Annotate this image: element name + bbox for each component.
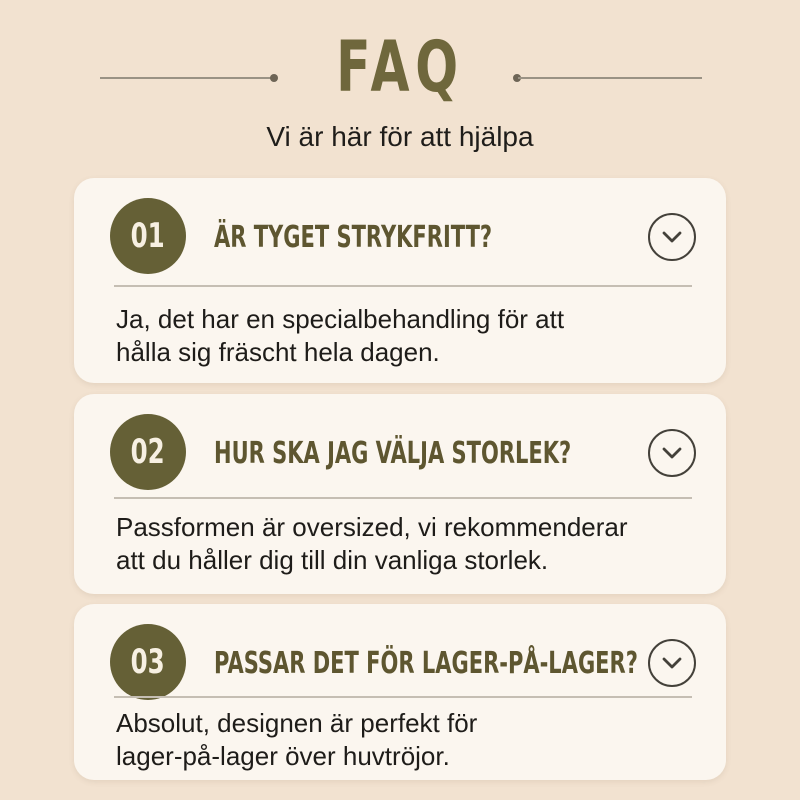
faq-answer (116, 303, 696, 369)
chevron-down-icon (661, 230, 683, 244)
faq-answer-text: Ja, det har en specialbehandling för att hålla sig fräscht hela dagen. (116, 304, 565, 367)
faq-number-badge (110, 198, 186, 274)
faq-header (0, 0, 800, 170)
faq-question[interactable]: ÄR TYGET STRYKFRITT? (214, 220, 493, 255)
faq-number: 03 (130, 642, 166, 682)
faq-answer (116, 511, 696, 577)
faq-number-badge (110, 624, 186, 700)
expand-toggle-button[interactable] (648, 639, 696, 687)
faq-question[interactable]: HUR SKA JAG VÄLJA STORLEK? (214, 436, 572, 471)
page-title: FAQ (336, 26, 464, 108)
expand-toggle-button[interactable] (648, 213, 696, 261)
faq-answer (116, 707, 696, 773)
faq-divider (114, 285, 692, 287)
title-rule-right (518, 77, 702, 79)
chevron-down-icon (661, 656, 683, 670)
page-subtitle: Vi är här för att hjälpa (266, 121, 534, 152)
faq-number-badge (110, 414, 186, 490)
chevron-down-icon (661, 446, 683, 460)
faq-question[interactable]: PASSAR DET FÖR LAGER-PÅ-LAGER? (214, 646, 638, 681)
faq-number: 02 (130, 432, 166, 472)
faq-item-1[interactable] (74, 178, 726, 383)
faq-divider (114, 696, 692, 698)
faq-item-3[interactable] (74, 604, 726, 780)
expand-toggle-button[interactable] (648, 429, 696, 477)
faq-number: 01 (130, 216, 166, 256)
faq-answer-text: Passformen är oversized, vi rekommenderar att du håller dig till din vanliga storlek. (116, 512, 628, 575)
faq-item-2[interactable] (74, 394, 726, 594)
faq-answer-text: Absolut, designen är perfekt för lager-på-lager över huvtröjor. (116, 708, 478, 771)
faq-divider (114, 497, 692, 499)
